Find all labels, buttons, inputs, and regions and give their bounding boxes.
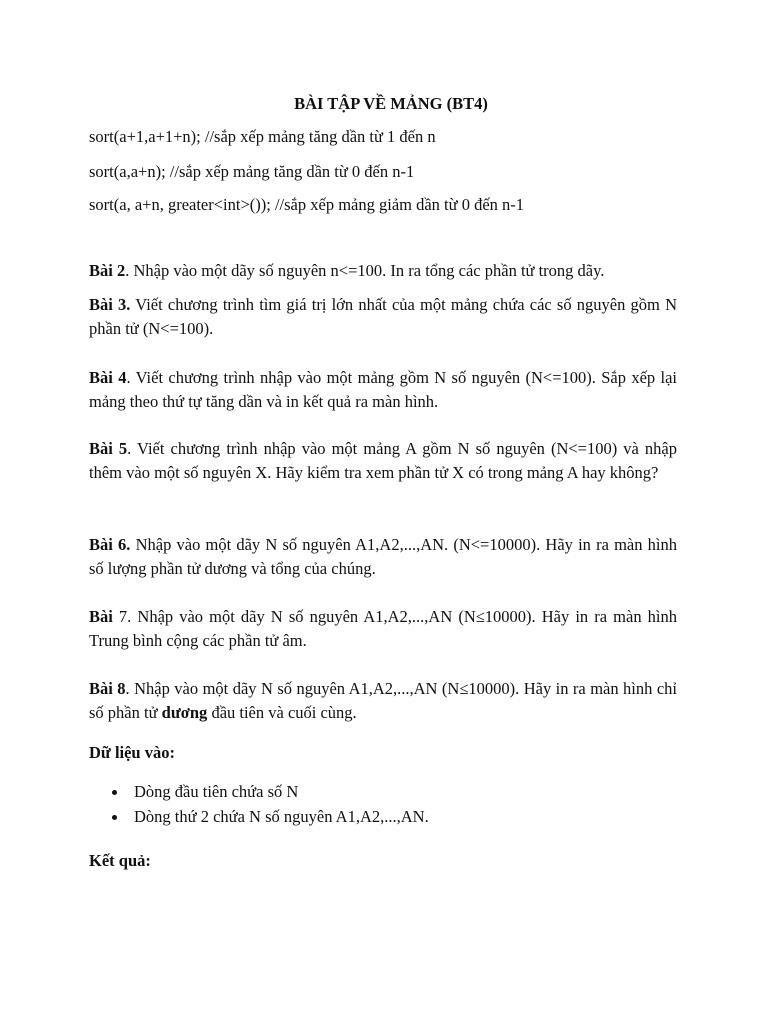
input-heading: Dữ liệu vào: bbox=[89, 743, 175, 762]
exercise-7 bbox=[89, 605, 677, 653]
bullet-icon bbox=[112, 815, 117, 820]
exercise-label: Bài 6. bbox=[89, 535, 131, 554]
output-heading: Kết quả: bbox=[89, 851, 151, 870]
list-item-text: Dòng thứ 2 chứa N số nguyên A1,A2,...,AN. bbox=[134, 807, 429, 826]
code-line: sort(a, a+n, greater<int>()); //sắp xếp mảng giảm dần từ 0 đến n-1 bbox=[89, 195, 525, 214]
exercise-label: Bài bbox=[89, 607, 113, 626]
exercise-emphasis: dương bbox=[161, 703, 208, 722]
exercise-8 bbox=[89, 677, 677, 725]
exercise-6 bbox=[89, 533, 677, 581]
list-item bbox=[89, 805, 649, 830]
list-item-text: Dòng đầu tiên chứa số N bbox=[134, 782, 299, 801]
bullet-icon bbox=[112, 790, 117, 795]
exercise-text: đầu tiên và cuối cùng. bbox=[207, 703, 357, 722]
exercise-label: Bài 4 bbox=[89, 368, 127, 387]
list-item bbox=[89, 780, 649, 805]
code-line: sort(a,a+n); //sắp xếp mảng tăng dần từ 0 đến n-1 bbox=[89, 162, 415, 181]
document-title: BÀI TẬP VỀ MẢNG (BT4) bbox=[294, 94, 488, 113]
exercise-text: Nhập vào một dãy N số nguyên A1,A2,...,AN. (N<=10000). Hãy in ra màn hình số lượng phần tử dương và tổng của chúng. bbox=[89, 535, 678, 578]
exercise-text: . Viết chương trình nhập vào một mảng gồm N số nguyên (N<=100). Sắp xếp lại mảng theo thứ tự tăng dần và in kết quả ra màn hình. bbox=[89, 368, 678, 411]
exercise-label: Bài 3. bbox=[89, 295, 131, 314]
exercise-text: . Nhập vào một dãy N số nguyên A1,A2,...,AN (N≤10000). Hãy in ra màn hình chỉ số phần tử bbox=[89, 679, 677, 722]
exercise-text: . Nhập vào một dãy số nguyên n<=100. In ra tổng các phần tử trong dãy. bbox=[125, 261, 605, 280]
exercise-label: Bài 5 bbox=[89, 439, 128, 458]
code-line: sort(a+1,a+1+n); //sắp xếp mảng tăng dần từ 1 đến n bbox=[89, 127, 436, 146]
exercise-5 bbox=[89, 437, 677, 485]
exercise-2 bbox=[89, 259, 677, 283]
input-list bbox=[89, 780, 649, 830]
exercise-3 bbox=[89, 293, 677, 341]
exercise-text: . Viết chương trình nhập vào một mảng A gồm N số nguyên (N<=100) và nhập thêm vào một số nguyên X. Hãy kiểm tra xem phần tử X có trong mảng A hay không? bbox=[89, 439, 677, 482]
exercise-text: 7. Nhập vào một dãy N số nguyên A1,A2,...,AN (N≤10000). Hãy in ra màn hình Trung bình cộng các phần tử âm. bbox=[89, 607, 677, 650]
exercise-text: Viết chương trình tìm giá trị lớn nhất của một mảng chứa các số nguyên gồm N phần tử (N<=100). bbox=[89, 295, 677, 338]
exercise-4 bbox=[89, 366, 677, 414]
exercise-label: Bài 2 bbox=[89, 261, 126, 280]
exercise-label: Bài 8 bbox=[89, 679, 126, 698]
